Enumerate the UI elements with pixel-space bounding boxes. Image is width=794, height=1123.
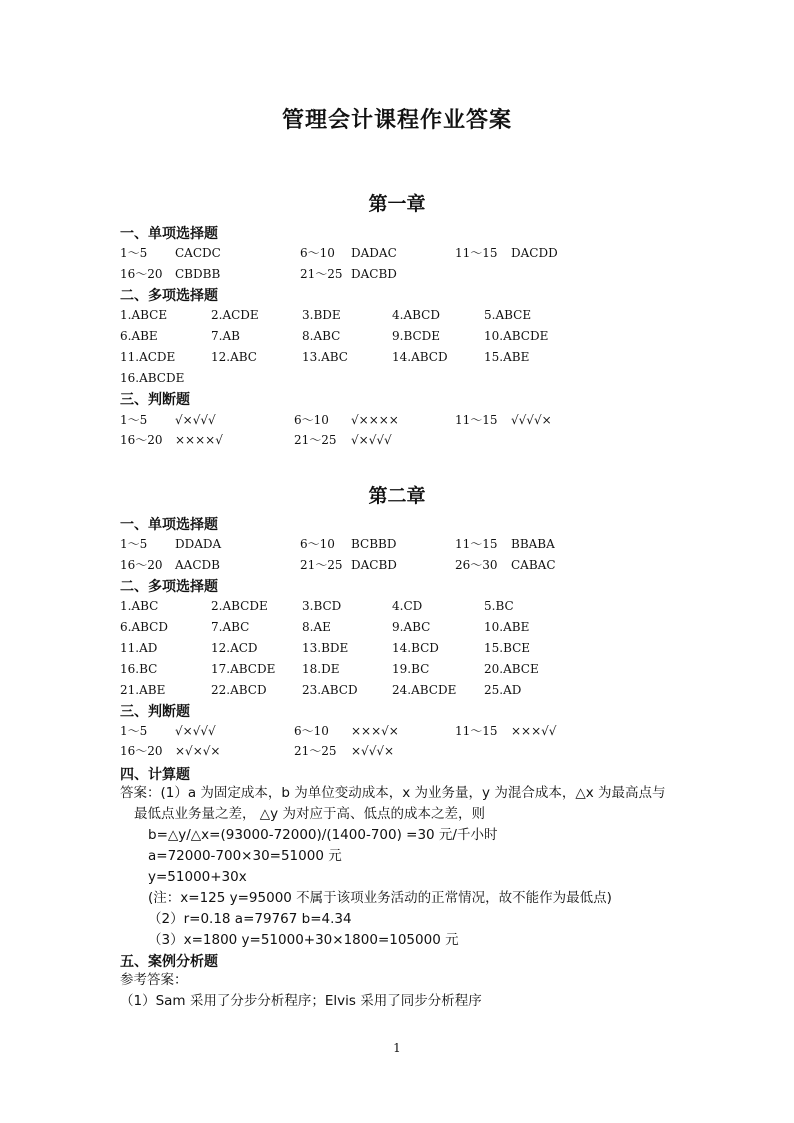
ch2-multiple-choice-cell: 8.AE [302,620,331,634]
chapter-1-heading: 第一章 [368,193,426,215]
ch1-multiple-choice-cell: 3.BDE [302,308,341,322]
ch2-multiple-choice-cell: 24.ABCDE [392,683,457,697]
ch2-multiple-choice-cell: 12.ACD [211,641,258,655]
ch2-multiple-choice-heading: 二、多项选择题 [120,579,218,595]
ch2-single-choice-cell: 21～25 [300,558,343,572]
ch1-multiple-choice-cell: 7.AB [211,329,240,343]
ch1-single-choice-cell: DADAC [351,246,397,260]
ch2-multiple-choice-cell: 22.ABCD [211,683,267,697]
ch1-true-false-cell: ××××√ [175,433,223,447]
ch2-multiple-choice-cell: 17.ABCDE [211,662,276,676]
ch1-single-choice-cell: 1～5 [120,246,148,260]
ch2-multiple-choice-cell: 11.AD [120,641,158,655]
ch2-multiple-choice-cell: 20.ABCE [484,662,539,676]
ch1-multiple-choice-heading: 二、多项选择题 [120,288,218,304]
ch2-calculation-line: 最低点业务量之差， △y 为对应于高、低点的成本之差，则 [134,806,485,822]
ch2-multiple-choice-cell: 4.CD [392,599,423,613]
ch2-multiple-choice-cell: 19.BC [392,662,430,676]
ch2-calculation-line: b=△y/△x=(93000-72000)/(1400-700) =30 元/千小时 [148,827,498,843]
ch2-multiple-choice-cell: 9.ABC [392,620,431,634]
ch2-single-choice-heading: 一、单项选择题 [120,517,218,533]
ch1-multiple-choice-cell: 11.ACDE [120,350,176,364]
ch1-multiple-choice-cell: 16.ABCDE [120,371,185,385]
ch1-true-false-cell: √×√√√ [175,413,216,427]
ch1-single-choice-cell: DACBD [351,267,397,281]
ch1-multiple-choice-cell: 9.BCDE [392,329,441,343]
ch1-single-choice-cell: DACDD [511,246,558,260]
ch1-single-choice-cell: 6～10 [300,246,335,260]
ch2-true-false-cell: ×××√√ [511,724,557,738]
ch1-true-false-cell: 6～10 [294,413,329,427]
ch2-multiple-choice-cell: 2.ABCDE [211,599,268,613]
ch1-single-choice-cell: CBDBB [175,267,221,281]
ch1-multiple-choice-cell: 1.ABCE [120,308,168,322]
ch2-single-choice-cell: 6～10 [300,537,335,551]
ch2-case-analysis-heading: 五、案例分析题 [120,954,218,970]
ch2-case-analysis-line: 参考答案： [120,972,188,988]
ch2-true-false-cell: ×××√× [351,724,399,738]
ch1-single-choice-cell: 16～20 [120,267,163,281]
ch2-single-choice-cell: AACDB [175,558,220,572]
ch2-multiple-choice-cell: 14.BCD [392,641,439,655]
ch1-true-false-cell: √×××× [351,413,399,427]
ch1-multiple-choice-cell: 14.ABCD [392,350,448,364]
ch2-true-false-cell: ×√×√× [175,744,221,758]
ch2-true-false-cell: 1～5 [120,724,148,738]
ch2-calculation-line: （2）r=0.18 a=79767 b=4.34 [148,911,352,927]
ch1-single-choice-cell: CACDC [175,246,221,260]
ch1-multiple-choice-cell: 4.ABCD [392,308,440,322]
ch1-single-choice-cell: 21～25 [300,267,343,281]
ch2-single-choice-cell: 26～30 [455,558,498,572]
ch2-true-false-heading: 三、判断题 [120,704,190,720]
ch2-true-false-cell: 21～25 [294,744,337,758]
ch2-multiple-choice-cell: 15.BCE [484,641,531,655]
ch2-true-false-cell: ×√√√× [351,744,395,758]
ch2-multiple-choice-cell: 10.ABE [484,620,530,634]
ch1-multiple-choice-cell: 10.ABCDE [484,329,549,343]
ch2-true-false-cell: √×√√√ [175,724,216,738]
ch2-calculation-line: a=72000-700×30=51000 元 [148,848,342,864]
chapter-2-heading: 第二章 [368,485,426,507]
ch1-true-false-cell: √×√√√ [351,433,392,447]
ch2-single-choice-cell: 1～5 [120,537,148,551]
ch2-multiple-choice-cell: 16.BC [120,662,158,676]
ch1-multiple-choice-cell: 5.ABCE [484,308,532,322]
ch2-multiple-choice-cell: 3.BCD [302,599,342,613]
ch2-case-analysis-line: （1）Sam 采用了分步分析程序；Elvis 采用了同步分析程序 [120,993,482,1009]
ch2-true-false-cell: 16～20 [120,744,163,758]
ch1-single-choice-cell: 11～15 [455,246,498,260]
document-title: 管理会计课程作业答案 [281,108,512,133]
ch2-calculation-heading: 四、计算题 [120,767,190,783]
ch2-multiple-choice-cell: 23.ABCD [302,683,358,697]
ch2-calculation-line: （3）x=1800 y=51000+30×1800=105000 元 [148,932,459,948]
ch2-single-choice-cell: DDADA [175,537,222,551]
ch2-multiple-choice-cell: 25.AD [484,683,522,697]
ch2-single-choice-cell: BBABA [511,537,555,551]
ch2-calculation-line: 答案：(1）a 为固定成本，b 为单位变动成本，x 为业务量，y 为混合成本，△x 为最高点与 [120,785,666,801]
ch2-multiple-choice-cell: 18.DE [302,662,340,676]
ch2-true-false-cell: 6～10 [294,724,329,738]
ch2-multiple-choice-cell: 13.BDE [302,641,349,655]
ch2-multiple-choice-cell: 7.ABC [211,620,250,634]
ch1-true-false-cell: √√√√× [511,413,552,427]
ch1-multiple-choice-cell: 12.ABC [211,350,257,364]
ch1-multiple-choice-cell: 15.ABE [484,350,530,364]
ch2-single-choice-cell: CABAC [511,558,556,572]
page-number: 1 [393,1041,401,1055]
ch2-calculation-line: y=51000+30x [148,869,247,885]
ch1-true-false-cell: 11～15 [455,413,498,427]
ch2-single-choice-cell: 16～20 [120,558,163,572]
ch1-true-false-heading: 三、判断题 [120,392,190,408]
ch1-multiple-choice-cell: 8.ABC [302,329,341,343]
ch1-true-false-cell: 1～5 [120,413,148,427]
ch1-multiple-choice-cell: 6.ABE [120,329,158,343]
ch2-single-choice-cell: BCBBD [351,537,397,551]
ch2-single-choice-cell: DACBD [351,558,397,572]
ch2-multiple-choice-cell: 6.ABCD [120,620,168,634]
ch1-multiple-choice-cell: 2.ACDE [211,308,259,322]
ch2-calculation-line: (注：x=125 y=95000 不属于该项业务活动的正常情况，故不能作为最低点) [148,890,612,906]
ch2-multiple-choice-cell: 21.ABE [120,683,166,697]
ch2-single-choice-cell: 11～15 [455,537,498,551]
ch2-multiple-choice-cell: 5.BC [484,599,514,613]
ch1-single-choice-heading: 一、单项选择题 [120,226,218,242]
ch1-true-false-cell: 21～25 [294,433,337,447]
ch2-true-false-cell: 11～15 [455,724,498,738]
ch1-multiple-choice-cell: 13.ABC [302,350,348,364]
ch1-true-false-cell: 16～20 [120,433,163,447]
ch2-multiple-choice-cell: 1.ABC [120,599,159,613]
